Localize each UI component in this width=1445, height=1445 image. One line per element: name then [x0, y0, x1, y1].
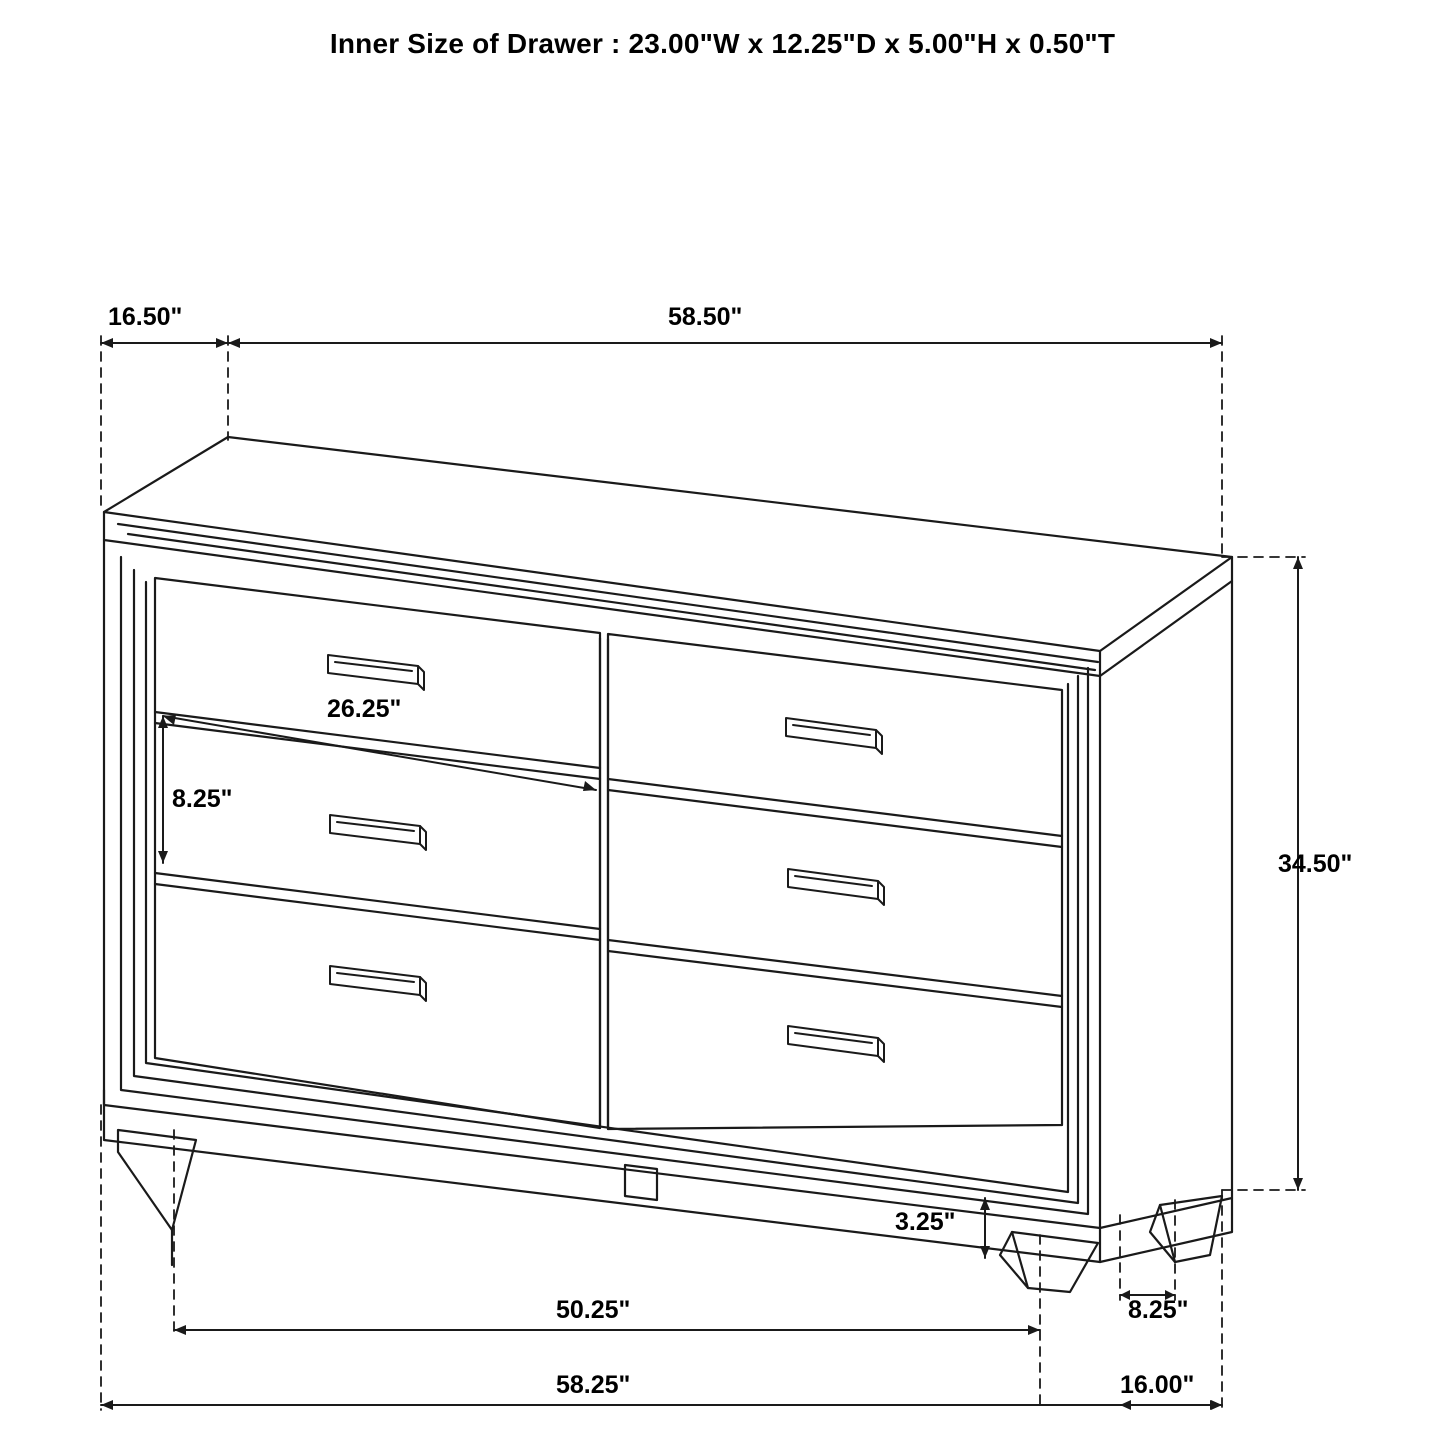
dimension-label-width-top: 58.50": [668, 303, 743, 331]
dimension-label-base-inner-width: 50.25": [556, 1296, 631, 1324]
drawer-handles: [328, 655, 884, 1062]
dimension-label-base-outer-width: 58.25": [556, 1371, 631, 1399]
dimension-label-drawer-height: 8.25": [172, 785, 233, 813]
page-title: Inner Size of Drawer : 23.00"W x 12.25"D x 5.00"H x 0.50"T: [329, 28, 1116, 59]
dimension-label-depth: 16.50": [108, 303, 183, 331]
dimension-label-leg-clearance: 3.25": [895, 1208, 956, 1236]
dimension-label-foot-depth-large: 16.00": [1120, 1371, 1195, 1399]
dresser-top: [104, 437, 1232, 676]
drawer-grid: [155, 578, 1062, 1129]
dimension-extension-lines: [101, 336, 1305, 1410]
dimension-label-foot-depth-small: 8.25": [1128, 1296, 1189, 1324]
dimension-arrow-lines: [101, 338, 1303, 1410]
dimension-label-height: 34.50": [1278, 850, 1353, 878]
dimension-label-drawer-width: 26.25": [327, 695, 402, 723]
